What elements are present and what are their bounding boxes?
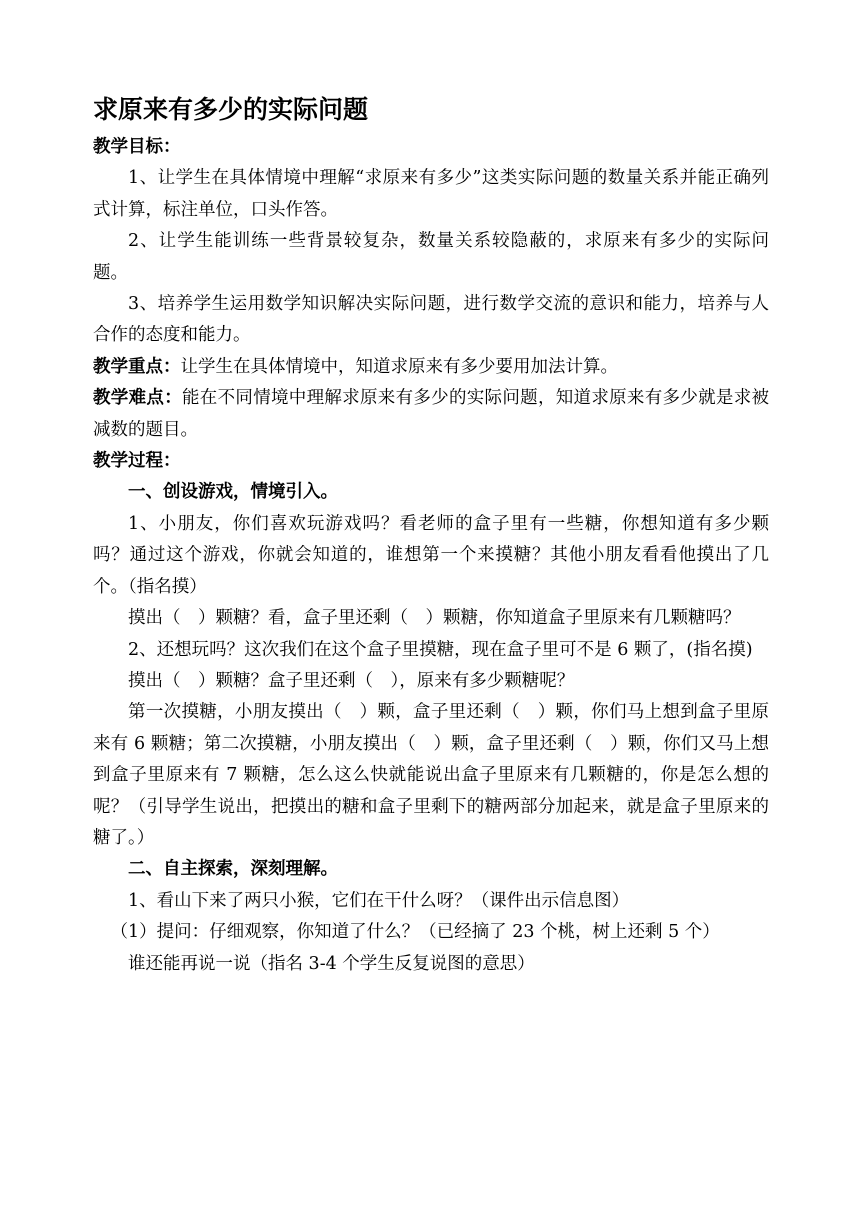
page-title: 求原来有多少的实际问题 [93,95,369,124]
key-point-text: 让学生在具体情境中，知道求原来有多少要用加法计算。 [180,356,618,377]
objective-item-2: 2、让学生能训练一些背景较复杂，数量关系较隐蔽的，求原来有多少的实际问题。 [93,231,769,283]
section-2-paragraph: 1、看山下来了两只小猴，它们在干什么呀？（课件出示信息图） [128,890,630,911]
section-1-paragraph: 摸出（ ）颗糖？盒子里还剩（ ），原来有多少颗糖呢？ [128,670,575,691]
section-1-paragraph: 摸出（ ）颗糖？看，盒子里还剩（ ）颗糖，你知道盒子里原来有几颗糖吗？ [128,608,741,629]
section-2-paragraph: 谁还能再说一说（指名 3-4 个学生反复说图的意思） [128,953,535,974]
objectives-heading: 教学目标： [93,137,181,157]
section-1-paragraph: 第一次摸糖，小朋友摸出（ ）颗，盒子里还剩（ ）颗，你们马上想到盒子里原来有 6 颗糖；第二次摸糖，小朋友摸出（ ）颗，盒子里还剩（ ）颗，你们又马上想到盒子里原来有 7 颗糖，怎么这么快就能说出盒子里原来有几颗糖的，你是怎么想的呢？（引导学生说出，把摸出的糖和盒子里剩下的糖两部分加起来，就是盒子里原来的糖了。） [93,702,769,848]
section-2-paragraph: （1）提问：仔细观察，你知道了什么？（已经摘了 23 个桃，树上还剩 5 个） [110,922,720,943]
key-point [93,352,769,383]
key-point-label: 教学重点： [93,356,181,377]
process-heading: 教学过程： [93,451,181,472]
objective-item-1: 1、让学生在具体情境中理解“求原来有多少”这类实际问题的数量关系并能正确列式计算，标注单位，口头作答。 [93,168,769,220]
difficulty-label: 教学难点： [93,388,182,409]
section-2-heading: 二、自主探索，深刻理解。 [128,859,338,880]
document-body [93,132,769,980]
section-1-paragraph: 1、小朋友，你们喜欢玩游戏吗？看老师的盒子里有一些糖，你想知道有多少颗吗？通过这个游戏，你就会知道的，谁想第一个来摸糖？其他小朋友看看他摸出了几个。（指名摸） [93,513,769,597]
difficulty-text: 能在不同情境中理解求原来有多少的实际问题，知道求原来有多少就是求被减数的题目。 [93,388,770,440]
section-1-paragraph: 2、还想玩吗？这次我们在这个盒子里摸糖，现在盒子里可不是 6 颗了，(指名摸) [128,639,753,660]
difficulty [93,383,769,446]
objective-item-3: 3、培养学生运用数学知识解决实际问题，进行数学交流的意识和能力，培养与人合作的态度和能力。 [93,294,769,346]
section-1-heading: 一、创设游戏，情境引入。 [128,482,338,503]
